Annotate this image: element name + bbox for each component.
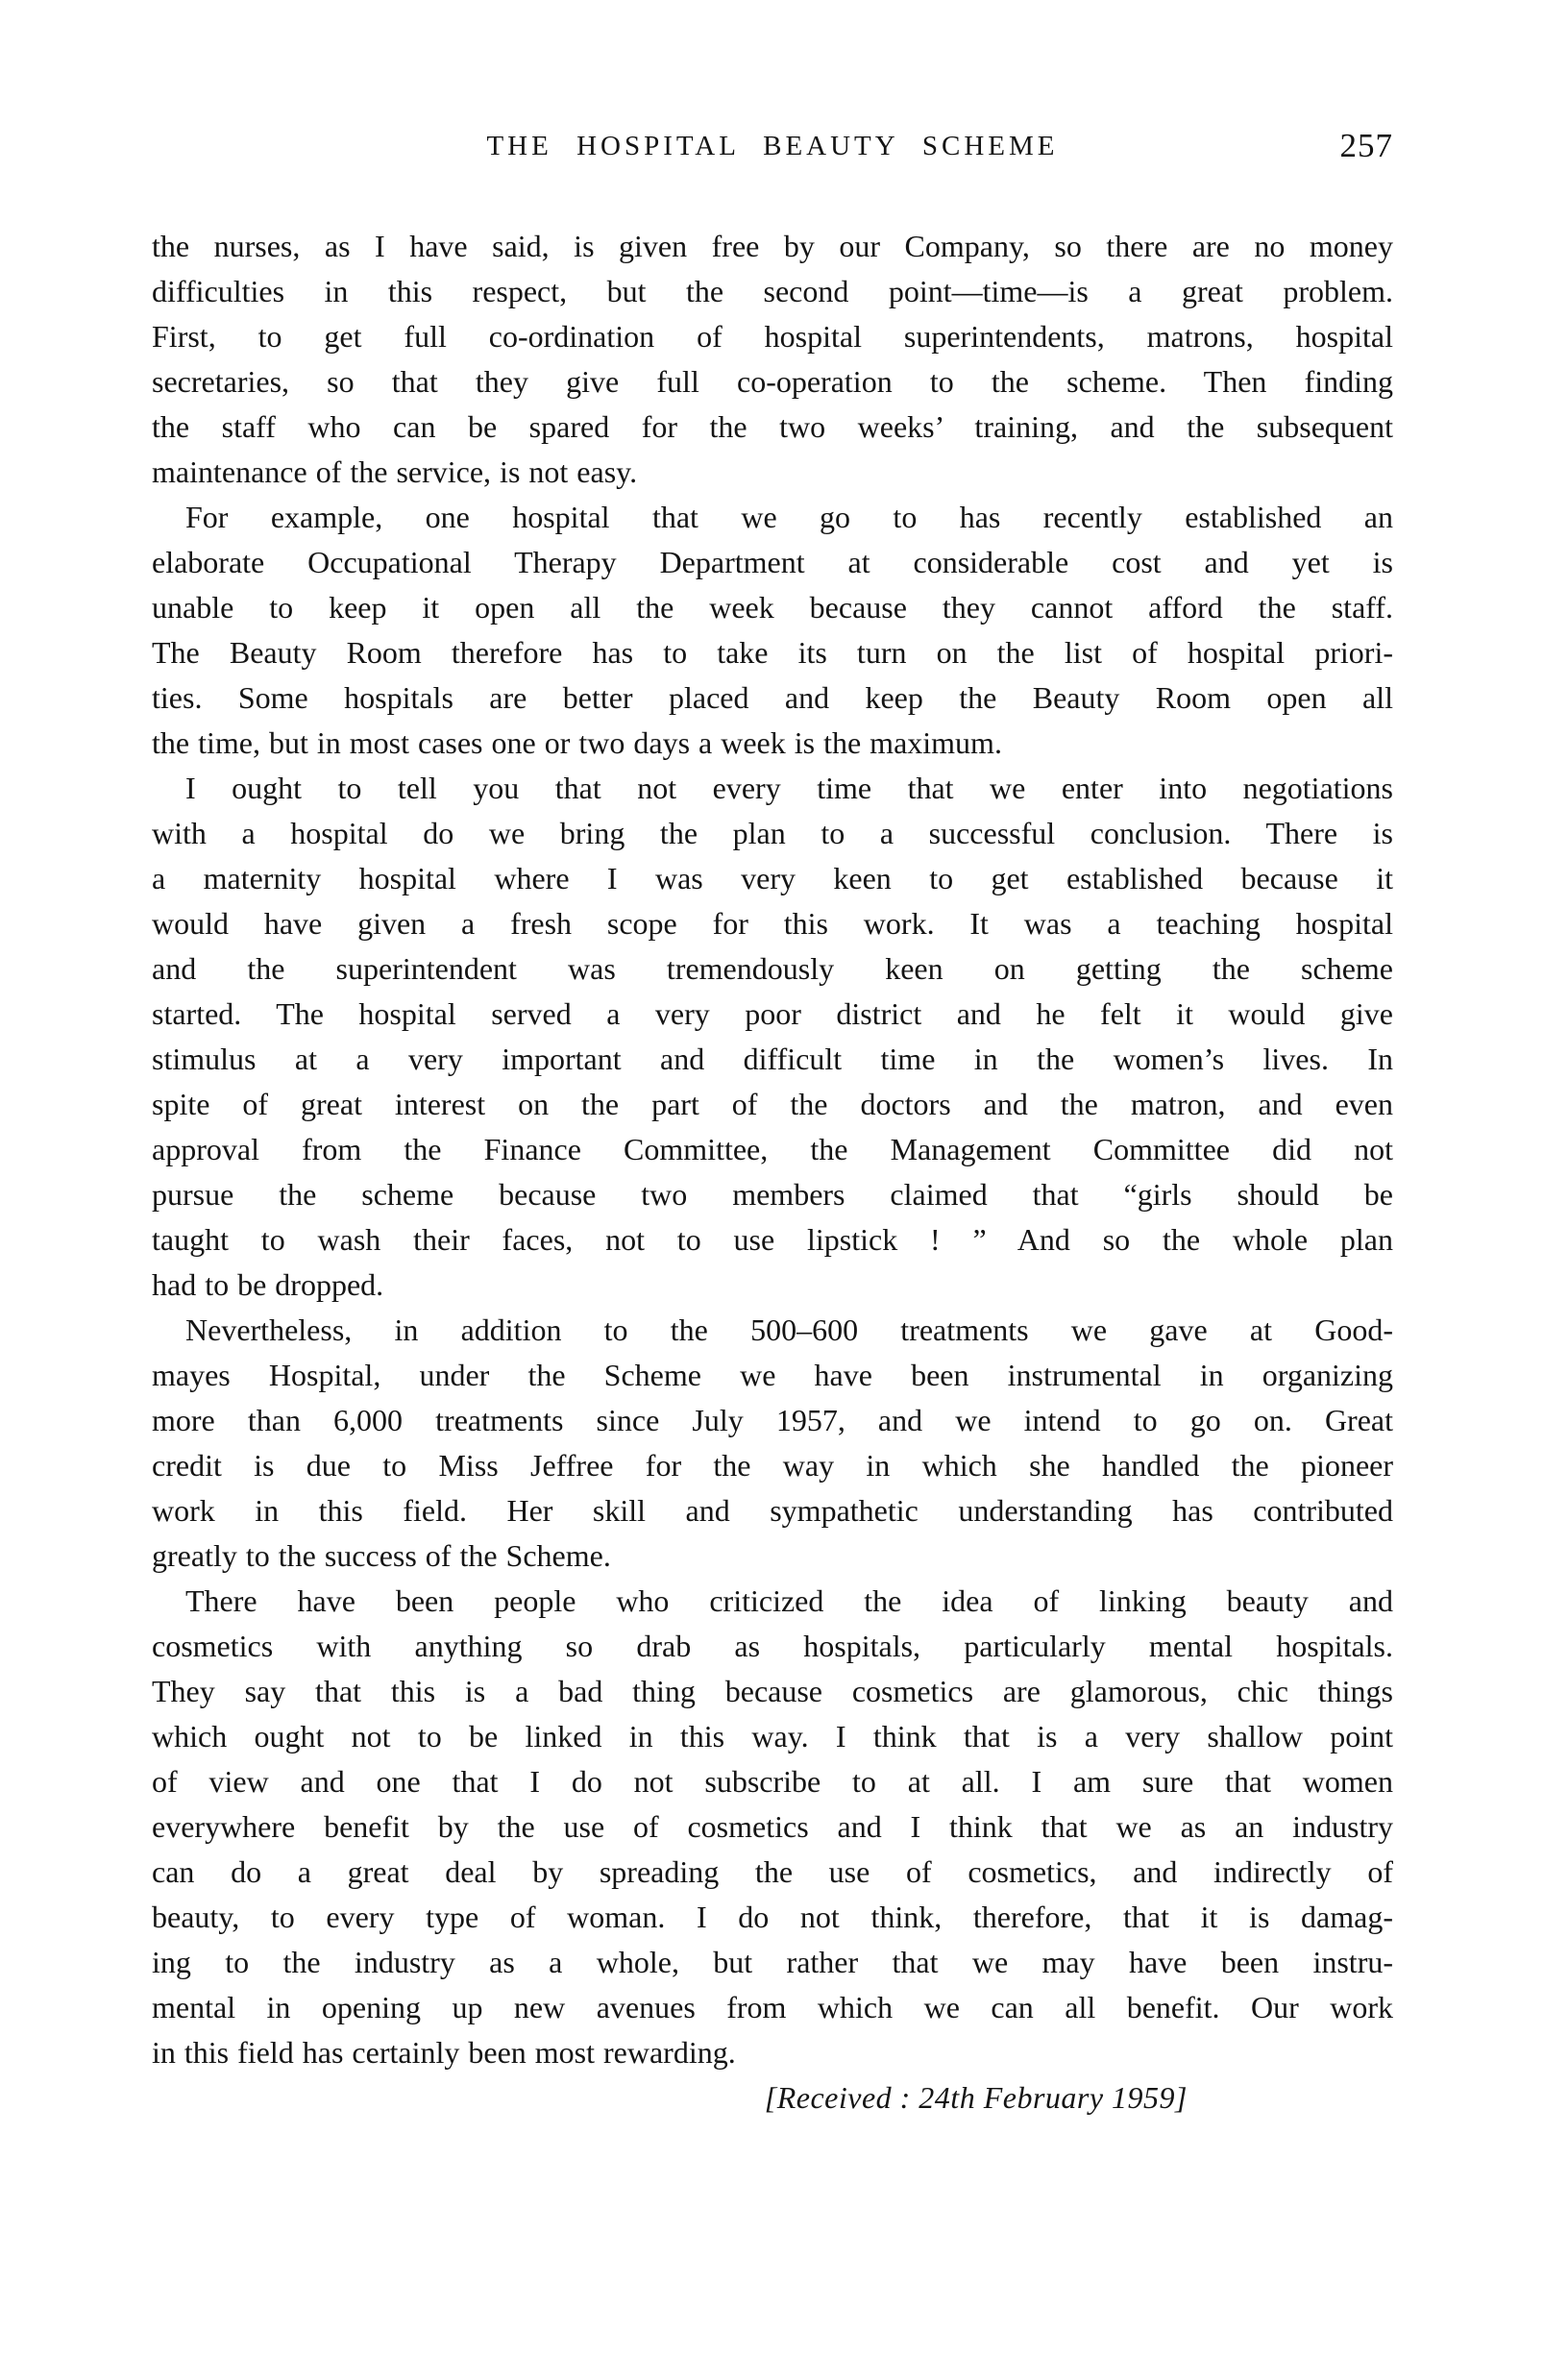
text-line: more than 6,000 treatments since July 1957, and we intend to go on. Great — [152, 1403, 1393, 1437]
paragraph — [152, 495, 1393, 766]
text-line: They say that this is a bad thing because cosmetics are glamorous, chic things — [152, 1674, 1393, 1708]
text-line: difficulties in this respect, but the second point—time—is a great problem. — [152, 274, 1393, 308]
paragraph — [152, 766, 1393, 1308]
text-line: a maternity hospital where I was very keen to get established because it — [152, 861, 1393, 895]
text-line: with a hospital do we bring the plan to a successful conclusion. There is — [152, 816, 1393, 850]
paragraph — [152, 1579, 1393, 2075]
text-line: the staff who can be spared for the two weeks’ training, and the subsequent — [152, 409, 1393, 444]
text-line: started. The hospital served a very poor district and he felt it would give — [152, 996, 1393, 1031]
text-line: in this field has certainly been most rewarding. — [152, 2035, 736, 2070]
text-line: The Beauty Room therefore has to take its turn on the list of hospital priori- — [152, 635, 1393, 670]
text-line: beauty, to every type of woman. I do not think, therefore, that it is damag- — [152, 1900, 1393, 1934]
text-line: cosmetics with anything so drab as hospitals, particularly mental hospitals. — [152, 1629, 1393, 1663]
page-number: 257 — [1339, 127, 1393, 164]
text-line: the nurses, as I have said, is given free by our Company, so there are no money — [152, 229, 1393, 263]
text-line: I ought to tell you that not every time that we enter into negotiations — [185, 771, 1393, 805]
text-line: secretaries, so that they give full co-operation to the scheme. Then finding — [152, 364, 1393, 399]
text-line: approval from the Finance Committee, the Management Committee did not — [152, 1132, 1393, 1166]
running-head — [152, 123, 1393, 169]
text-line: taught to wash their faces, not to use lipstick ! ” And so the whole plan — [152, 1222, 1393, 1257]
text-line: maintenance of the service, is not easy. — [152, 454, 638, 489]
text-line: mayes Hospital, under the Scheme we have been instrumental in organizing — [152, 1358, 1393, 1392]
text-line: mental in opening up new avenues from which we can all benefit. Our work — [152, 1990, 1393, 2024]
text-line: which ought not to be linked in this way. I think that is a very shallow point — [152, 1719, 1393, 1754]
text-line: ing to the industry as a whole, but rather that we may have been instru- — [152, 1945, 1393, 1979]
text-line: of view and one that I do not subscribe to at all. I am sure that women — [152, 1764, 1393, 1799]
text-line: There have been people who criticized the idea of linking beauty and — [185, 1583, 1393, 1618]
text-line: unable to keep it open all the week because they cannot afford the staff. — [152, 590, 1393, 625]
text-line: ties. Some hospitals are better placed and keep the Beauty Room open all — [152, 680, 1393, 715]
text-line: pursue the scheme because two members claimed that “girls should be — [152, 1177, 1393, 1212]
text-line: had to be dropped. — [152, 1267, 384, 1302]
text-line: work in this field. Her skill and sympathetic understanding has contributed — [152, 1493, 1393, 1528]
text-line: greatly to the success of the Scheme. — [152, 1538, 611, 1573]
text-line: the time, but in most cases one or two days a week is the maximum. — [152, 725, 1002, 760]
text-line: can do a great deal by spreading the use of cosmetics, and indirectly of — [152, 1854, 1393, 1889]
page-title: THE HOSPITAL BEAUTY SCHEME — [486, 131, 1059, 161]
received-note: [Received : 24th February 1959] — [764, 2080, 1188, 2115]
text-line: First, to get full co-ordination of hospital superintendents, matrons, hospital — [152, 319, 1393, 354]
text-line: elaborate Occupational Therapy Department at considerable cost and yet is — [152, 545, 1393, 579]
paragraph — [152, 224, 1393, 495]
paragraph — [152, 1308, 1393, 1579]
text-line: would have given a fresh scope for this work. It was a teaching hospital — [152, 906, 1393, 941]
text-line: Nevertheless, in addition to the 500–600 treatments we gave at Good- — [185, 1312, 1393, 1347]
text-line: spite of great interest on the part of the doctors and the matron, and even — [152, 1087, 1393, 1121]
text-line: and the superintendent was tremendously keen on getting the scheme — [152, 951, 1393, 986]
article-body — [152, 224, 1393, 2075]
text-line: stimulus at a very important and difficult time in the women’s lives. In — [152, 1042, 1393, 1076]
text-line: For example, one hospital that we go to has recently established an — [185, 500, 1393, 534]
text-line: credit is due to Miss Jeffree for the way in which she handled the pioneer — [152, 1448, 1393, 1483]
text-line: everywhere benefit by the use of cosmetics and I think that we as an industry — [152, 1809, 1393, 1844]
